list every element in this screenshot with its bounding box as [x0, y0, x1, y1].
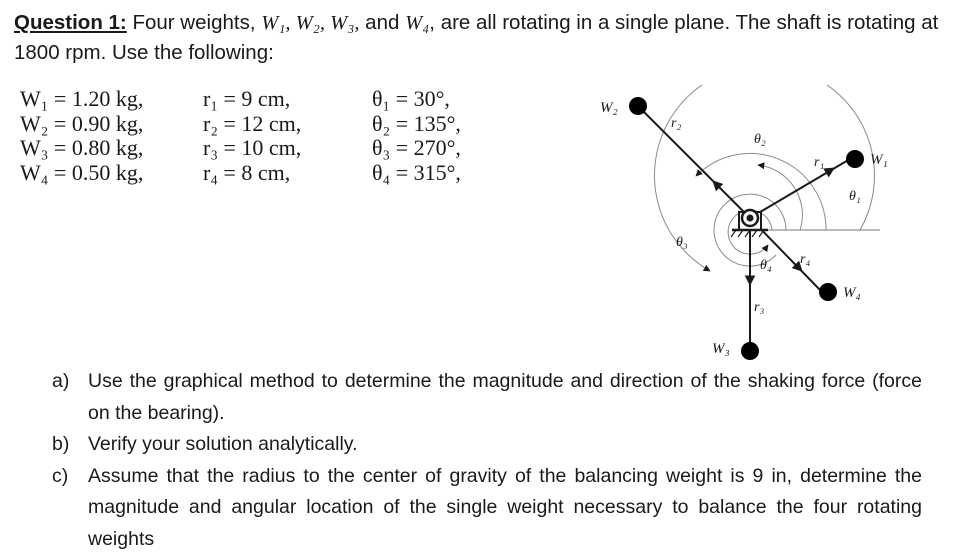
label-w4: W₄ [843, 285, 861, 301]
label-theta2: θ₂ [754, 132, 766, 147]
part-text: Assume that the radius to the center of gravity of the balancing weight is 9 in, determine the magnitude and angular location of the single weight necessary to balance the four rotating weights [88, 464, 922, 550]
angle-value: θ₁ = 30°, [372, 86, 450, 111]
label-r4: r₄ [800, 252, 811, 267]
angle-value: θ₃ = 270°, [372, 135, 461, 160]
radius-value: r₂ = 12 cm, [203, 110, 302, 136]
r1-arrow [826, 168, 834, 173]
part-b [52, 429, 922, 461]
radius-value: r₄ = 8 cm, [203, 159, 291, 185]
part-a [52, 366, 922, 429]
label-r2: r₂ [671, 116, 682, 131]
label-r3: r₃ [754, 300, 765, 315]
weights-column [20, 87, 143, 185]
part-text: Use the graphical method to determine the magnitude and direction of the shaking force (force on the bearing). [88, 370, 922, 424]
weight-w4: W₄ [405, 12, 430, 34]
part-c [52, 461, 922, 556]
weight-value: W₁ = 1.20 kg, [20, 86, 144, 111]
radius-value: r₁ = 9 cm, [203, 86, 291, 111]
label-theta1: θ₁ [849, 189, 861, 204]
weight-w1-mass [846, 150, 864, 168]
part-label: a) [52, 370, 70, 392]
angles-column [372, 87, 461, 185]
radii-column [203, 87, 301, 185]
rotating-weights-diagram [590, 85, 920, 370]
r2-line [638, 106, 750, 218]
weight-value: W₄ = 0.50 kg, [20, 159, 144, 185]
label-w3: W₃ [712, 341, 730, 357]
part-label: b) [52, 433, 70, 455]
r1-line [750, 159, 850, 218]
intro-text-b: and [359, 11, 406, 34]
part-label: c) [52, 464, 69, 487]
weight-w2-mass [629, 97, 647, 115]
weight-w3-mass [741, 342, 759, 360]
intro-text-c: , are all rotating in a single plane. The shaft is rotating at 1800 rpm. Use the following: [14, 11, 939, 64]
angle-value: θ₄ = 315°, [372, 159, 461, 185]
question-parts [52, 366, 922, 555]
part-text: Verify your solution analytically. [88, 433, 358, 455]
weight-w4-mass [819, 283, 837, 301]
label-r1: r₁ [814, 155, 825, 170]
label-theta4: θ₄ [760, 258, 772, 273]
weight-value: W₂ = 0.90 kg, [20, 110, 144, 136]
label-w1: W₁ [870, 152, 888, 168]
angle-value: θ₂ = 135°, [372, 110, 461, 136]
label-theta3: θ₃ [676, 235, 688, 250]
r2-arrow [713, 181, 720, 188]
radius-value: r₃ = 10 cm, [203, 135, 302, 160]
weight-value: W₃ = 0.80 kg, [20, 135, 144, 160]
intro-text-a: Four weights, [126, 11, 262, 34]
label-w2: W₂ [600, 100, 618, 116]
question-label: Question 1: [14, 11, 127, 34]
question-intro [14, 8, 964, 68]
weight-list: W₁, W₂, W₃, [261, 12, 360, 34]
